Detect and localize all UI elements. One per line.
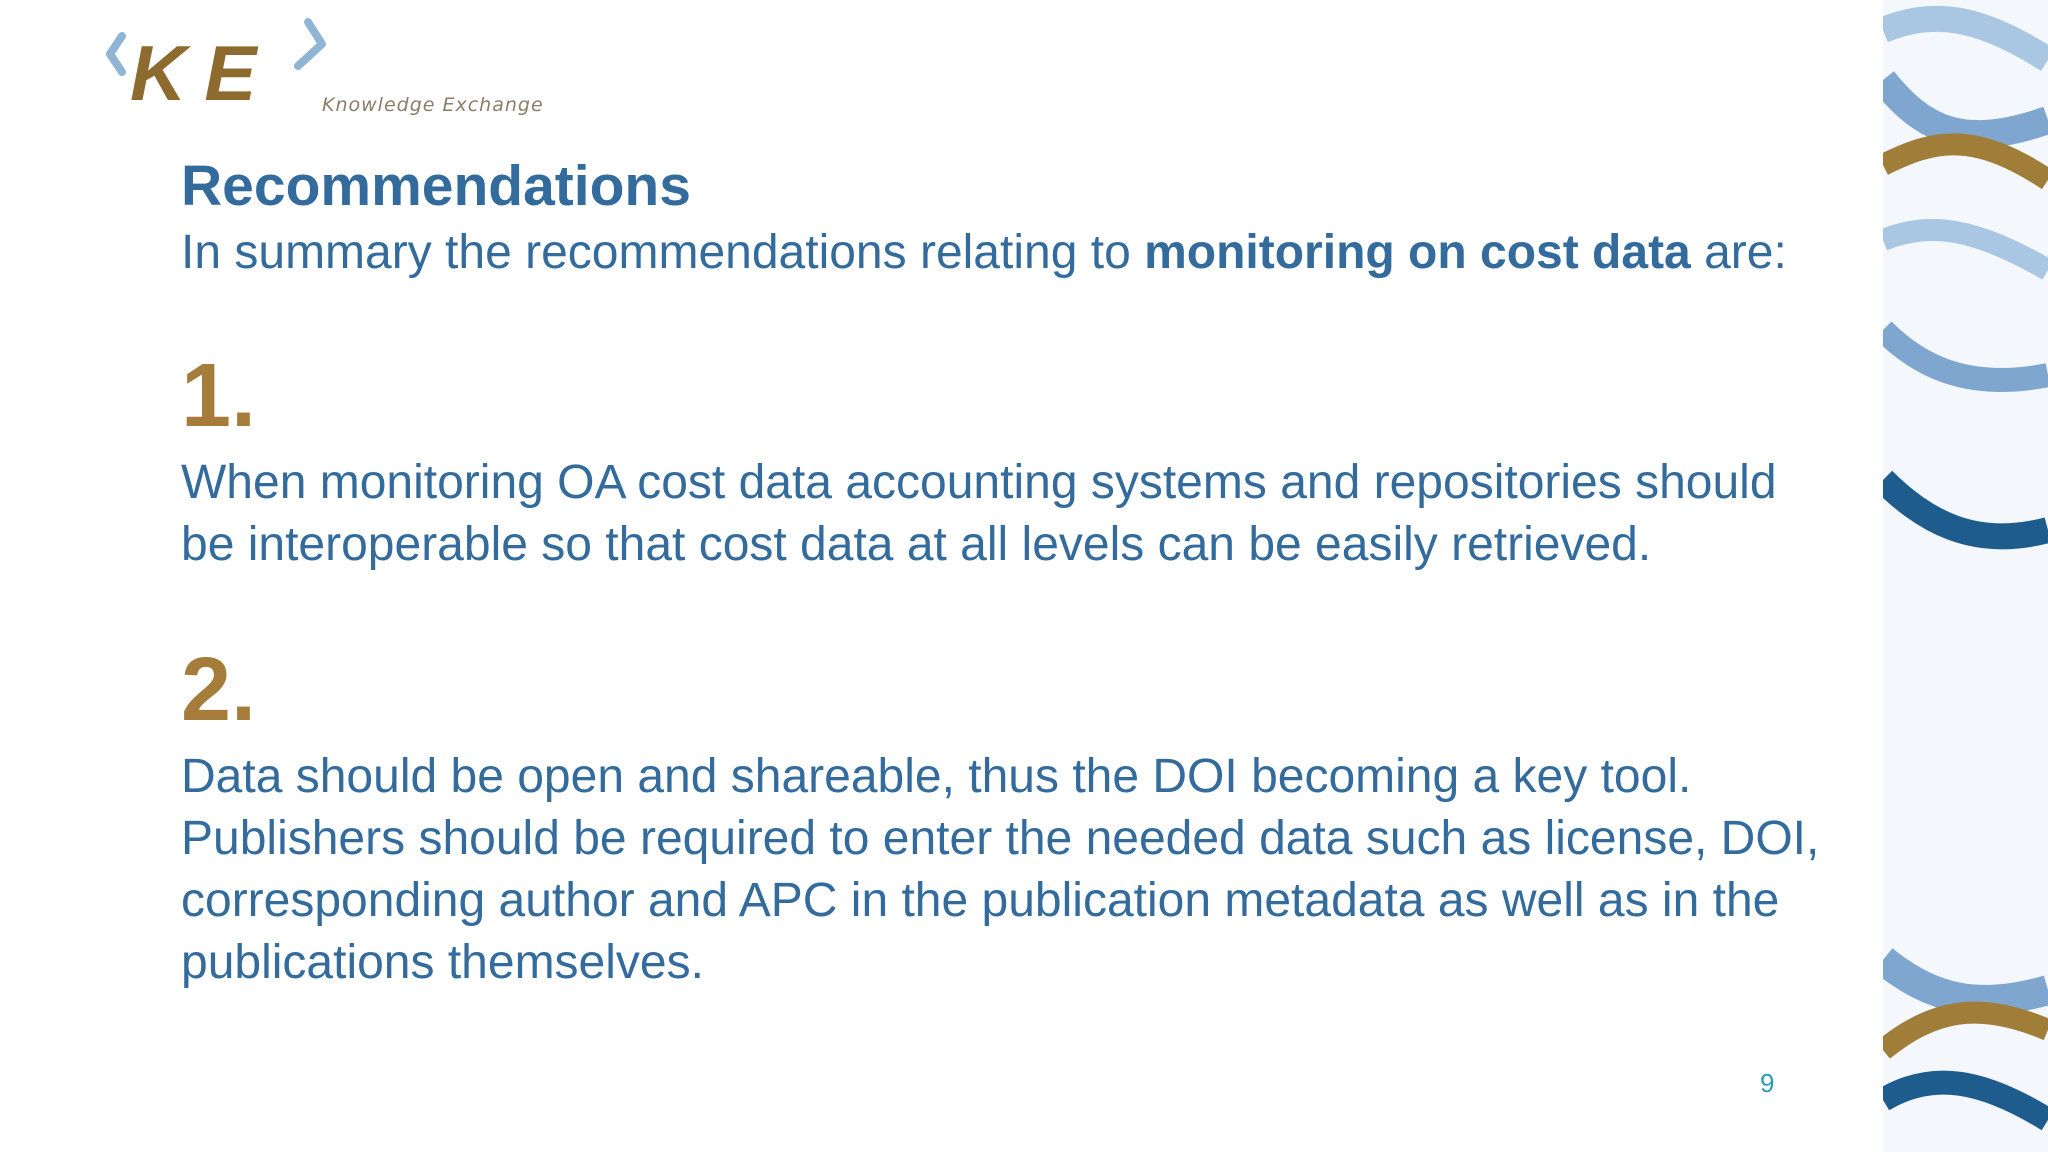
intro-bold-phrase: monitoring on cost data bbox=[1144, 226, 1691, 279]
slide-title: Recommendations bbox=[181, 154, 691, 218]
recommendation-text-2: Data should be open and shareable, thus the DOI becoming a key tool. Publishers should be required to enter the needed data such as license, DOI, corresponding author and APC in the publication metadata as well as in the publications themselves. bbox=[181, 750, 1820, 989]
recommendation-number-1: 1. bbox=[181, 346, 257, 446]
slide-content bbox=[181, 150, 1821, 994]
intro-prefix: In summary the recommendations relating to bbox=[181, 226, 1145, 279]
intro-text bbox=[181, 222, 1821, 284]
logo-subtitle: Knowledge Exchange bbox=[322, 94, 544, 116]
recommendation-number-2: 2. bbox=[181, 640, 257, 740]
page-number: 9 bbox=[1760, 1068, 1775, 1098]
left-bracket-icon bbox=[110, 36, 122, 72]
logo-letters: KE bbox=[130, 29, 275, 114]
ke-logo-mark bbox=[100, 14, 340, 114]
decorative-ribbons bbox=[1883, 0, 2048, 1152]
ke-logo bbox=[100, 14, 580, 134]
recommendation-text-1: When monitoring OA cost data accounting systems and repositories should be interoperable so that cost data at all levels can be easily retrieved. bbox=[181, 456, 1777, 571]
intro-suffix: are: bbox=[1690, 226, 1787, 279]
right-bracket-icon bbox=[298, 22, 322, 66]
